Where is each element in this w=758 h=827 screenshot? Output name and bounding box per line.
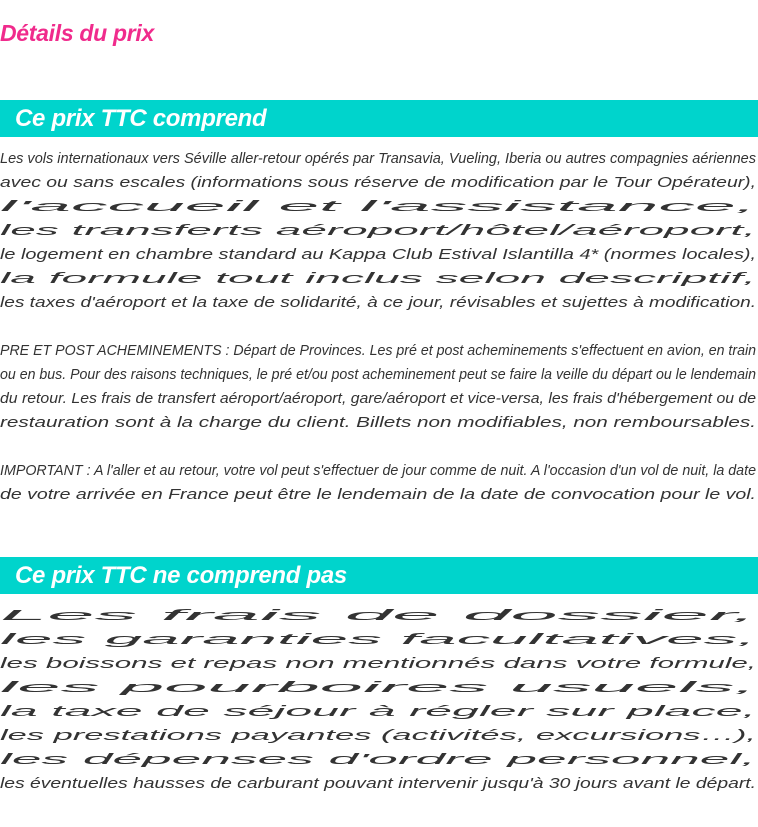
included-item: la formule tout inclus selon descriptif,	[0, 271, 756, 287]
pre-post-line: PRE ET POST ACHEMINEMENTS : Départ de Provinces. Les pré et post acheminements s'effectuent en avion, en train	[0, 343, 756, 359]
excluded-item: la taxe de séjour à régler sur place,	[0, 704, 756, 720]
included-list	[0, 147, 758, 315]
included-section-title: Ce prix TTC comprend	[15, 105, 267, 132]
excluded-item: les pourboires usuels,	[0, 680, 756, 696]
included-item: les taxes d'aéroport et la taxe de solidarité, à ce jour, révisables et sujettes à modification.	[0, 295, 756, 311]
excluded-section-header	[0, 557, 758, 594]
excluded-section-title: Ce prix TTC ne comprend pas	[15, 562, 347, 589]
excluded-item: les garanties facultatives,	[0, 632, 756, 648]
excluded-item: les dépenses d'ordre personnel,	[0, 752, 756, 768]
page-title: Détails du prix	[0, 20, 154, 46]
pre-post-line: ou en bus. Pour des raisons techniques, le pré et/ou post acheminement peut se faire la veille du départ ou le lendemain	[0, 367, 756, 383]
pre-post-line: restauration sont à la charge du client. Billets non modifiables, non remboursables.	[0, 415, 756, 431]
included-item: Les vols internationaux vers Séville aller-retour opérés par Transavia, Vueling, Iberia ou autres compagnies aériennes	[0, 151, 756, 167]
included-item: le logement en chambre standard au Kappa Club Estival Islantilla 4* (normes locales),	[0, 247, 756, 263]
excluded-list	[0, 604, 758, 796]
excluded-item: Les frais de dossier,	[0, 608, 756, 624]
important-line: de votre arrivée en France peut être le lendemain de la date de convocation pour le vol.	[0, 487, 756, 503]
included-item: l'accueil et l'assistance,	[0, 199, 757, 215]
pre-post-paragraph	[0, 339, 758, 435]
excluded-item: les boissons et repas non mentionnés dans votre formule,	[0, 656, 756, 672]
excluded-section-body	[0, 604, 758, 796]
included-item: les transferts aéroport/hôtel/aéroport,	[0, 223, 756, 239]
included-item: avec ou sans escales (informations sous réserve de modification par le Tour Opérateur),	[0, 175, 756, 191]
excluded-item: les prestations payantes (activités, excursions…),	[0, 728, 756, 744]
excluded-item: les éventuelles hausses de carburant pouvant intervenir jusqu'à 30 jours avant le départ.	[0, 776, 756, 792]
included-section-header	[0, 100, 758, 137]
pre-post-line: du retour. Les frais de transfert aéroport/aéroport, gare/aéroport et vice-versa, les frais d'hébergement ou de	[0, 391, 756, 407]
included-section-body	[0, 147, 758, 507]
important-line: IMPORTANT : A l'aller et au retour, votre vol peut s'effectuer de jour comme de nuit. A l'occasion d'un vol de nuit, la date	[0, 463, 756, 479]
important-paragraph	[0, 459, 758, 507]
